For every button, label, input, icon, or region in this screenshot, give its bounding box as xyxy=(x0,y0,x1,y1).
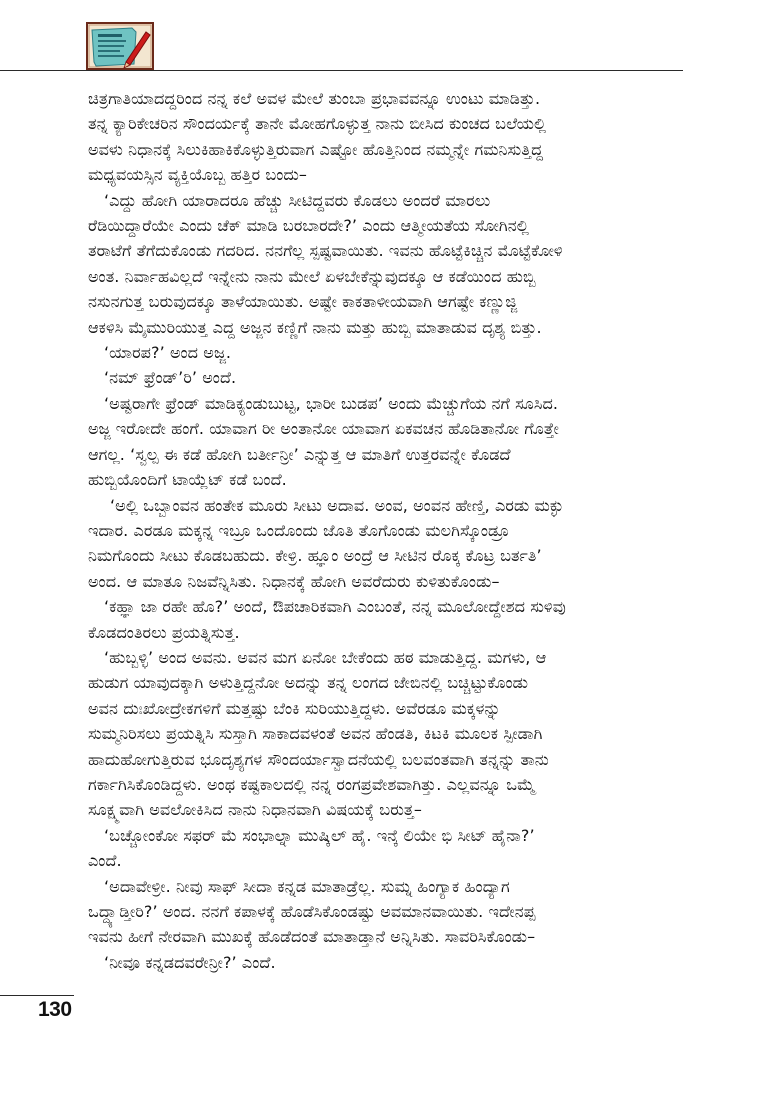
header-rule xyxy=(0,70,683,71)
text-line: ‘ನಮ್ ಫ್ರೆಂಡ್’ರಿ’ ಅಂದೆ. xyxy=(104,368,237,388)
notepad-pen-icon xyxy=(86,22,154,70)
text-line: ರೆಡಿಯಿದ್ದಾರೆಯೇ ಎಂದು ಚೆಕ್ ಮಾಡಿ ಬರಬಾರದೇ?’ ಎಂದು ಆತ್ಮೀಯತೆಯ ಸೋಗಿನಲ್ಲಿ xyxy=(88,216,529,236)
text-line: ನಸುನಗುತ್ತ ಬರುವುದಕ್ಕೂ ತಾಳೆಯಾಯಿತು. ಅಷ್ಟೇ ಕಾಕತಾಳೀಯವಾಗಿ ಆಗಷ್ಟೇ ಕಣ್ಣುಜ್ಜಿ xyxy=(88,292,518,312)
text-line: ಕೊಡದಂತಿರಲು ಪ್ರಯತ್ನಿಸುತ್ತ. xyxy=(88,622,240,642)
text-line: ‘ಕಹ್ಞಾ ಜಾ ರಹೇ ಹೊ?’ ಅಂದೆ, ಔಪಚಾರಿಕವಾಗಿ ಎಂಬಂತೆ, ನನ್ನ ಮೂಲೋದ್ದೇಶದ ಸುಳಿವು xyxy=(104,597,566,617)
text-line: ಮಧ್ಯವಯಸ್ಸಿನ ವ್ಯಕ್ತಿಯೊಬ್ಬ ಹತ್ತಿರ ಬಂದು– xyxy=(88,165,308,185)
text-line: ‘ಹುಬ್ಬಳ್ಳಿ’ ಅಂದ ಅವನು. ಅವನ ಮಗ ಏನೋ ಬೇಕೆಂದು ಹಠ ಮಾಡುತ್ತಿದ್ದ. ಮಗಳು, ಆ xyxy=(104,647,547,667)
footer-rule xyxy=(0,995,74,996)
text-line: ನಿಮಗೊಂದು ಸೀಟು ಕೊಡಬಹುದು. ಕೇಳ್ರಿ. ಹ್ಞೂಂ ಅಂದ್ರೆ ಆ ಸೀಟಿನ ರೊಕ್ಕ ಕೊಟ್ರ ಬರ್ತತಿ’ xyxy=(88,546,542,566)
text-line: ಅವಳು ನಿಧಾನಕ್ಕೆ ಸಿಲುಕಿಹಾಕಿಕೊಳ್ಳುತ್ತಿರುವಾಗ ಎಷ್ಟೋ ಹೊತ್ತಿನಿಂದ ನಮ್ಮನ್ನೇ ಗಮನಿಸುತ್ತಿದ್ದ xyxy=(88,139,544,159)
text-line: ಆಗಲ್ಲ. ‘ಸ್ವಲ್ಪ ಈ ಕಡೆ ಹೋಗಿ ಬರ್ತೀನ್ರೀ’ ಎನ್ನುತ್ತ ಆ ಮಾತಿಗೆ ಉತ್ತರವನ್ನೇ ಕೊಡದೆ xyxy=(88,444,511,464)
text-line: ತನ್ನ ಕ್ಯಾರಿಕೇಚರಿನ ಸೌಂದರ್ಯಕ್ಕೆ ತಾನೇ ಮೋಹಗೊಳ್ಳುತ್ತ ನಾನು ಬೀಸಿದ ಕುಂಚದ ಬಲೆಯಲ್ಲಿ xyxy=(88,114,547,134)
text-line: ಹಾದುಹೋಗುತ್ತಿರುವ ಭೂದೃಶ್ಯಗಳ ಸೌಂದರ್ಯಾಸ್ವಾದನೆಯಲ್ಲಿ ಬಲವಂತವಾಗಿ ತನ್ನನ್ನು ತಾನು xyxy=(88,749,549,769)
text-line: ಅಂತ. ನಿರ್ವಾಹವಿಲ್ಲದೆ ಇನ್ನೇನು ನಾನು ಮೇಲೆ ಏಳಬೇಕೆನ್ನುವುದಕ್ಕೂ ಆ ಕಡೆಯಿಂದ ಹುಬ್ಬಿ xyxy=(88,266,536,286)
text-line: ‘ಅದಾವೇಳ್ರೀ. ನೀವು ಸಾಫ್ ಸೀದಾ ಕನ್ನಡ ಮಾತಾಡ್ರೆಲ್ಲ. ಸುಮ್ನ ಹಿಂಗ್ಯಾಕ ಹಿಂದ್ಯಾಗ xyxy=(104,876,510,896)
text-line: ‘ಅಷ್ಟರಾಗೇ ಫ್ರೆಂಡ್ ಮಾಡಿಕ್ಯಂಡುಬುಟ್ಟ, ಭಾರೀ ಬುಡಪ’ ಅಂದು ಮೆಚ್ಚುಗೆಯ ನಗೆ ಸೂಸಿದ. xyxy=(104,393,559,413)
text-line: ಇದಾರ. ಎರಡೂ ಮಕ್ಕನ್ನ ಇಬ್ರೂ ಒಂದೊಂದು ಜೊತಿ ತೊಗೊಂಡು ಮಲಗಿಸ್ಕೊಂಡ್ರೂ xyxy=(88,520,510,540)
text-line: ಅವನ ದುಃಖೋದ್ರೇಕಗಳಿಗೆ ಮತ್ತಷ್ಟು ಬೆಂಕಿ ಸುರಿಯುತ್ತಿದ್ದಳು. ಅವೆರಡೂ ಮಕ್ಕಳನ್ನು xyxy=(88,698,501,718)
text-line: ಗರ್ಕಾಗಿಸಿಕೊಂಡಿದ್ದಳು. ಅಂಥ ಕಷ್ಟಕಾಲದಲ್ಲಿ ನನ್ನ ರಂಗಪ್ರವೇಶವಾಗಿತ್ತು. ಎಲ್ಲವನ್ನೂ ಒಮ್ಮೆ xyxy=(88,774,536,794)
text-line: ಹುಬ್ಬಿಯೊಂದಿಗೆ ಟಾಯ್ಲೆಟ್ ಕಡೆ ಬಂದೆ. xyxy=(88,470,287,490)
page-number: 130 xyxy=(38,998,72,1021)
text-line: ಹುಡುಗ ಯಾವುದಕ್ಕಾಗಿ ಅಳುತ್ತಿದ್ದನೋ ಅದನ್ನು ತನ್ನ ಲಂಗದ ಜೇಬಿನಲ್ಲಿ ಬಚ್ಚಿಟ್ಟುಕೊಂಡು xyxy=(88,673,529,693)
text-line: ಎಂದೆ. xyxy=(88,851,122,871)
text-line: ಸುಮ್ಮನಿರಿಸಲು ಪ್ರಯತ್ನಿಸಿ ಸುಸ್ತಾಗಿ ಸಾಕಾದವಳಂತೆ ಅವನ ಹೆಂಡತಿ, ಕಿಟಕಿ ಮೂಲಕ ಸ್ಪೀಡಾಗಿ xyxy=(88,724,543,744)
text-line: ಒದ್ದ್ಯಾಡ್ತೀರಿ?’ ಅಂದ. ನನಗೆ ಕಪಾಳಕ್ಕೆ ಹೊಡೆಸಿಕೊಂಡಷ್ಟು ಅವಮಾನವಾಯಿತು. ಇದೇನಪ್ಪ xyxy=(88,902,536,921)
text-line: ಅಜ್ಜ ಇರೋದೇ ಹಂಗೆ. ಯಾವಾಗ ರೀ ಅಂತಾನೋ ಯಾವಾಗ ಏಕವಚನ ಹೊಡಿತಾನೋ ಗೊತ್ತೇ xyxy=(88,419,560,439)
body-text xyxy=(88,86,688,975)
text-line: ಆಕಳಿಸಿ ಮೈಮುರಿಯುತ್ತ ಎದ್ದ ಅಜ್ಜನ ಕಣ್ಣಿಗೆ ನಾನು ಮತ್ತು ಹುಬ್ಬಿ ಮಾತಾಡುವ ದೃಶ್ಯ ಬಿತ್ತು. xyxy=(88,317,542,337)
text-line: ಇವನು ಹೀಗೆ ನೇರವಾಗಿ ಮುಖಕ್ಕೆ ಹೊಡೆದಂತೆ ಮಾತಾಡ್ತಾನೆ ಅನ್ನಿಸಿತು. ಸಾವರಿಸಿಕೊಂಡು– xyxy=(88,927,536,947)
text-line: ತರಾಟೆಗೆ ತೆಗೆದುಕೊಂಡು ಗದರಿದ. ನನಗೆಲ್ಲ ಸ್ಪಷ್ಟವಾಯಿತು. ಇವನು ಹೊಟ್ಟೆಕಿಚ್ಚಿನ ಮೊಟ್ಟೆಕೋಳಿ xyxy=(88,241,563,261)
text-line: ‘ಯಾರಪ?’ ಅಂದ ಅಜ್ಜ. xyxy=(104,343,232,363)
text-line: ‘ಎದ್ದು ಹೋಗಿ ಯಾರಾದರೂ ಹೆಚ್ಚು ಸೀಟಿದ್ದವರು ಕೊಡಲು ಅಂದರೆ ಮಾರಲು xyxy=(104,190,491,210)
text-line: ‘ಅಲ್ಲಿ ಒಬ್ಬಾಂವನ ಹಂತೇಕ ಮೂರು ಸೀಟು ಅದಾವ. ಅಂವ, ಅಂವನ ಹೇಣ್ತಿ, ಎರಡು ಮಕ್ಳು xyxy=(110,495,564,515)
text-line: ಚಿತ್ರಗಾತಿಯಾದದ್ದರಿಂದ ನನ್ನ ಕಲೆ ಅವಳ ಮೇಲೆ ತುಂಬಾ ಪ್ರಭಾವವನ್ನೂ ಉಂಟು ಮಾಡಿತ್ತು. xyxy=(88,89,541,108)
text-line: ‘ನೀವೂ ಕನ್ನಡದವರೇನ್ರೀ?’ ಎಂದೆ. xyxy=(104,952,276,972)
text-line: ಅಂದ. ಆ ಮಾತೂ ನಿಜವೆನ್ನಿಸಿತು. ನಿಧಾನಕ್ಕೆ ಹೋಗಿ ಅವರೆದುರು ಕುಳಿತುಕೊಂಡು– xyxy=(88,571,500,591)
text-line: ‘ಬಚ್ಚೋಂಕೋ ಸಫರ್ ಮೆ ಸಂಭಾಲ್ನಾ ಮುಷ್ಕಿಲ್ ಹೈ. ಇನ್ಕೆ ಲಿಯೇ ಭಿ ಸೀಟ್ ಹೈನಾ?’ xyxy=(104,825,535,845)
text-line: ಸೂಕ್ಷ್ಮವಾಗಿ ಅವಲೋಕಿಸಿದ ನಾನು ನಿಧಾನವಾಗಿ ವಿಷಯಕ್ಕೆ ಬರುತ್ತ– xyxy=(88,800,422,820)
